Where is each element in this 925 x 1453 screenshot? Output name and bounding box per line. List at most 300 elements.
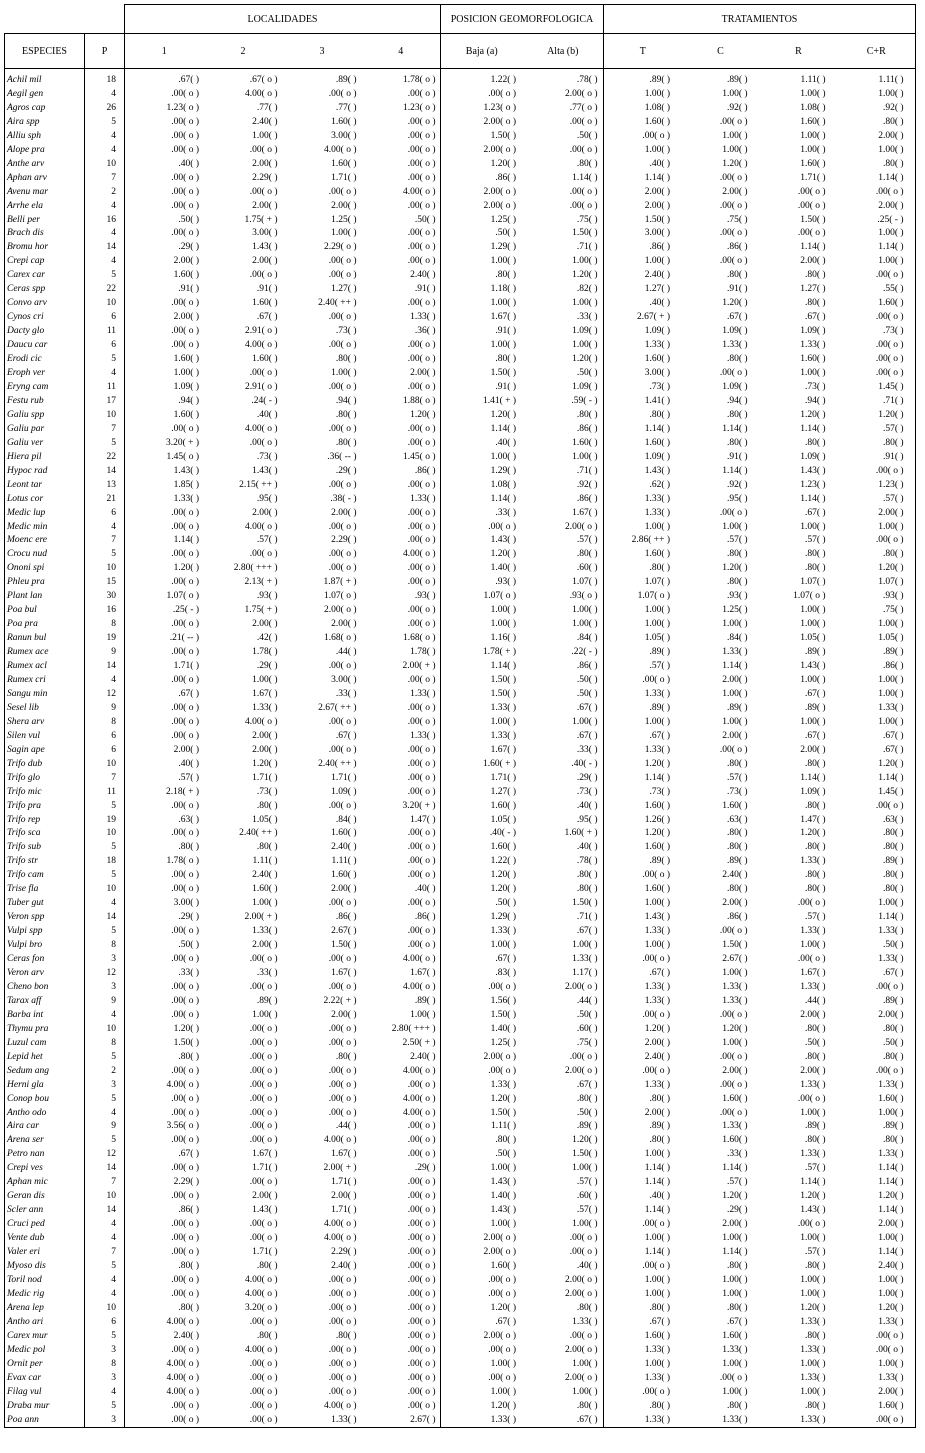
cell-text: 1.00( ) bbox=[490, 1219, 516, 1230]
cell-text: 1.20( ) bbox=[490, 884, 516, 895]
cell-text: .94( ) bbox=[804, 395, 826, 406]
table-row bbox=[5, 1176, 916, 1190]
loc-4-value bbox=[362, 507, 441, 521]
loc-1-value bbox=[125, 869, 204, 883]
baja-value bbox=[441, 1344, 523, 1358]
cell-text: 1.41( + ) bbox=[482, 395, 516, 406]
t-value bbox=[604, 451, 682, 465]
loc-2-value bbox=[204, 744, 283, 758]
cr-value bbox=[838, 144, 916, 158]
loc-1-value bbox=[125, 339, 204, 353]
cell-text: 1.09( ) bbox=[644, 451, 671, 462]
cell-text: .00( o ) bbox=[407, 1400, 436, 1411]
cell-text: .00( o ) bbox=[407, 298, 436, 309]
p-value: 5 bbox=[85, 1330, 125, 1344]
cell-text: .80( ) bbox=[335, 1051, 357, 1062]
cell-text: 2.40( ++ ) bbox=[318, 758, 357, 769]
cell-text: .00( o ) bbox=[875, 354, 904, 365]
cell-text: 2.00( o ) bbox=[483, 1330, 516, 1341]
cell-text: 1.20( ) bbox=[173, 1023, 199, 1034]
cell-text: .00( o ) bbox=[328, 1107, 357, 1118]
loc-2-value bbox=[204, 855, 283, 869]
cell-text: .73( ) bbox=[335, 326, 357, 337]
cell-text: .44( ) bbox=[335, 647, 357, 658]
cell-text: 1.33( ) bbox=[878, 702, 904, 713]
table-row bbox=[5, 186, 916, 200]
r-value bbox=[760, 437, 838, 451]
loc-4-value bbox=[362, 521, 441, 535]
loc-4-value bbox=[362, 353, 441, 367]
loc-2-value bbox=[204, 1302, 283, 1316]
loc-3-value bbox=[283, 869, 362, 883]
loc-1-value bbox=[125, 1232, 204, 1246]
p-value: 4 bbox=[85, 1009, 125, 1023]
baja-value bbox=[441, 1065, 523, 1079]
alta-value bbox=[523, 116, 604, 130]
t-value bbox=[604, 1051, 682, 1065]
cell-text: .80( ) bbox=[335, 1330, 357, 1341]
cell-text: .50( ) bbox=[414, 214, 436, 225]
cr-value bbox=[838, 116, 916, 130]
p-value: 5 bbox=[85, 841, 125, 855]
cell-text: 1.00( ) bbox=[572, 605, 598, 616]
loc-3-value bbox=[283, 102, 362, 116]
cell-text: .80( ) bbox=[649, 1400, 671, 1411]
c-value bbox=[682, 590, 760, 604]
loc-1-value bbox=[125, 172, 204, 186]
loc-1-value bbox=[125, 507, 204, 521]
r-value bbox=[760, 925, 838, 939]
cell-text: .00( o ) bbox=[328, 954, 357, 965]
cell-text: 1.20( ) bbox=[878, 563, 904, 574]
r-value bbox=[760, 953, 838, 967]
cell-text: 2.00( o ) bbox=[565, 1288, 598, 1299]
loc-1-value bbox=[125, 227, 204, 241]
cell-text: .00( o ) bbox=[407, 1316, 436, 1327]
cr-value bbox=[838, 395, 916, 409]
cell-text: 1.14( ) bbox=[490, 661, 516, 672]
cell-text: .92( ) bbox=[726, 102, 748, 113]
species-name: Cynos cri bbox=[5, 311, 85, 325]
cell-text: .80( ) bbox=[178, 1261, 199, 1272]
p-value: 11 bbox=[85, 786, 125, 800]
t-value bbox=[604, 1386, 682, 1400]
species-name: Vulpi bro bbox=[5, 939, 85, 953]
cell-text: 1.20( ) bbox=[800, 1191, 826, 1202]
c-value bbox=[682, 1093, 760, 1107]
loc-1-value bbox=[125, 325, 204, 339]
cell-text: 1.33( ) bbox=[644, 507, 671, 518]
cr-value bbox=[838, 102, 916, 116]
table-row bbox=[5, 1079, 916, 1093]
cell-text: 2.00( ) bbox=[644, 1037, 671, 1048]
cell-text: .80( ) bbox=[335, 437, 357, 448]
baja-value bbox=[441, 869, 523, 883]
table-row bbox=[5, 590, 916, 604]
cr-value bbox=[838, 800, 916, 814]
p-value: 10 bbox=[85, 883, 125, 897]
r-value bbox=[760, 1400, 838, 1414]
loc-3-value bbox=[283, 1051, 362, 1065]
loc-3-value bbox=[283, 618, 362, 632]
loc-4-value bbox=[362, 1372, 441, 1386]
cell-text: 1.00( ) bbox=[490, 451, 516, 462]
species-name: Ornit per bbox=[5, 1358, 85, 1372]
species-name: Ononi spi bbox=[5, 562, 85, 576]
cell-text: .00( o ) bbox=[171, 1288, 199, 1299]
c-value bbox=[682, 674, 760, 688]
cell-text: .83( ) bbox=[495, 968, 516, 978]
cell-text: .00( o ) bbox=[642, 1009, 671, 1020]
r-value bbox=[760, 269, 838, 283]
baja-value bbox=[441, 339, 523, 353]
p-value: 8 bbox=[85, 1358, 125, 1372]
baja-value bbox=[441, 925, 523, 939]
c-value bbox=[682, 772, 760, 786]
loc-2-value bbox=[204, 1330, 283, 1344]
cell-text: 1.33( ) bbox=[572, 1316, 598, 1327]
baja-value bbox=[441, 88, 523, 102]
table-row bbox=[5, 800, 916, 814]
cell-text: .00( o ) bbox=[171, 954, 199, 965]
cell-text: .00( o ) bbox=[407, 158, 436, 169]
alta-value bbox=[523, 855, 604, 869]
loc-4-value bbox=[362, 869, 441, 883]
cell-text: .00( o ) bbox=[407, 702, 436, 713]
t-value bbox=[604, 1274, 682, 1288]
cell-text: .80( ) bbox=[256, 1330, 278, 1341]
cell-text: 1.60( ) bbox=[490, 1261, 516, 1272]
cell-text: .80( ) bbox=[576, 1400, 598, 1411]
loc-3-value bbox=[283, 1232, 362, 1246]
cell-text: .00( o ) bbox=[407, 786, 436, 797]
loc-2-value bbox=[204, 451, 283, 465]
table-row bbox=[5, 423, 916, 437]
cell-text: .00( o ) bbox=[171, 423, 199, 434]
cell-text: 1.00( ) bbox=[800, 940, 826, 951]
baja-value bbox=[441, 1037, 523, 1051]
cell-text: 2.86( ++ ) bbox=[631, 535, 671, 546]
alta-value bbox=[523, 953, 604, 967]
cr-value bbox=[838, 479, 916, 493]
cell-text: 1.33( ) bbox=[722, 340, 748, 351]
cell-text: 1.43( ) bbox=[644, 912, 671, 923]
loc-2-value bbox=[204, 172, 283, 186]
cell-text: 1.20( ) bbox=[722, 1191, 748, 1202]
cell-text: 1.78( + ) bbox=[482, 647, 516, 658]
cr-value bbox=[838, 1260, 916, 1274]
c-value bbox=[682, 911, 760, 925]
p-value: 5 bbox=[85, 116, 125, 130]
cr-value bbox=[838, 1218, 916, 1232]
loc-2-value bbox=[204, 883, 283, 897]
cell-text: 2.00( ) bbox=[878, 130, 904, 141]
loc-3-value bbox=[283, 367, 362, 381]
cell-text: 1.60( ) bbox=[173, 409, 199, 420]
cell-text: 1.67( ) bbox=[331, 968, 357, 978]
loc-1-value bbox=[125, 897, 204, 911]
loc-3-value bbox=[283, 116, 362, 130]
baja-value bbox=[441, 576, 523, 590]
cell-text: .00( o ) bbox=[875, 1414, 904, 1425]
cell-text: .80( ) bbox=[649, 409, 671, 420]
baja-value bbox=[441, 283, 523, 297]
p-value: 4 bbox=[85, 255, 125, 269]
loc-2-value bbox=[204, 758, 283, 772]
loc-1-value bbox=[125, 1079, 204, 1093]
table-row bbox=[5, 1107, 916, 1121]
t-value bbox=[604, 325, 682, 339]
species-name: Eryng cam bbox=[5, 381, 85, 395]
species-name: Antho odo bbox=[5, 1107, 85, 1121]
baja-value bbox=[441, 1218, 523, 1232]
cell-text: 1.43( ) bbox=[800, 465, 826, 476]
cell-text: .91( ) bbox=[414, 284, 436, 295]
cell-text: 1.60( ) bbox=[572, 437, 598, 448]
cell-text: 1.00( ) bbox=[490, 605, 516, 616]
table-row bbox=[5, 437, 916, 451]
table-row bbox=[5, 534, 916, 548]
species-name: Moenc ere bbox=[5, 534, 85, 548]
t-value bbox=[604, 800, 682, 814]
cell-text: .00( o ) bbox=[407, 828, 436, 839]
cell-text: 1.00( ) bbox=[572, 1163, 598, 1174]
cell-text: .89( ) bbox=[649, 1121, 671, 1132]
r-value bbox=[760, 618, 838, 632]
cell-text: .57( ) bbox=[726, 1177, 748, 1188]
c-value bbox=[682, 423, 760, 437]
loc-4-value bbox=[362, 241, 441, 255]
loc-2-value bbox=[204, 297, 283, 311]
p-value: 19 bbox=[85, 632, 125, 646]
cell-text: 1.14( ) bbox=[878, 912, 904, 923]
r-value bbox=[760, 227, 838, 241]
table-row bbox=[5, 632, 916, 646]
cell-text: 2.00( o ) bbox=[483, 116, 516, 127]
cell-text: .00( o ) bbox=[249, 144, 278, 155]
loc-1-value bbox=[125, 883, 204, 897]
t-value bbox=[604, 465, 682, 479]
species-name: Hypoc rad bbox=[5, 465, 85, 479]
alta-value bbox=[523, 381, 604, 395]
species-name: Trifo sca bbox=[5, 827, 85, 841]
r-value bbox=[760, 1120, 838, 1134]
cell-text: .33( ) bbox=[726, 1149, 748, 1160]
t-value bbox=[604, 255, 682, 269]
loc-3-value bbox=[283, 800, 362, 814]
loc-2-value bbox=[204, 493, 283, 507]
table-row bbox=[5, 311, 916, 325]
table-row bbox=[5, 1400, 916, 1414]
cell-text: .57( ) bbox=[178, 772, 199, 783]
table-row bbox=[5, 730, 916, 744]
cell-text: 1.43( ) bbox=[644, 465, 671, 476]
cell-text: .00( o ) bbox=[407, 842, 436, 853]
t-value bbox=[604, 1344, 682, 1358]
species-name: Lotus cor bbox=[5, 493, 85, 507]
cell-text: .00( o ) bbox=[407, 1205, 436, 1216]
t-value bbox=[604, 116, 682, 130]
t-value bbox=[604, 855, 682, 869]
cell-text: .80( ) bbox=[726, 437, 748, 448]
species-name: Carex car bbox=[5, 269, 85, 283]
cell-text: .80( ) bbox=[495, 354, 516, 365]
cell-text: 1.00( ) bbox=[800, 521, 826, 532]
cell-text: .00( o ) bbox=[249, 549, 278, 560]
loc-2-value bbox=[204, 939, 283, 953]
loc-4-value bbox=[362, 953, 441, 967]
species-name: Arrhe ela bbox=[5, 200, 85, 214]
cell-text: 2.91( o ) bbox=[245, 381, 278, 392]
r-value bbox=[760, 744, 838, 758]
cell-text: 1.43( ) bbox=[800, 661, 826, 672]
loc-2-value bbox=[204, 1176, 283, 1190]
loc-2-value bbox=[204, 716, 283, 730]
cell-text: 1.20( ) bbox=[878, 1191, 904, 1202]
cell-text: 1.09( ) bbox=[722, 381, 748, 392]
baja-value bbox=[441, 744, 523, 758]
t-value bbox=[604, 841, 682, 855]
baja-value bbox=[441, 1316, 523, 1330]
cell-text: 2.00( ) bbox=[331, 507, 357, 518]
cr-value bbox=[838, 939, 916, 953]
p-value: 17 bbox=[85, 395, 125, 409]
cell-text: 1.07( o ) bbox=[637, 591, 671, 602]
table-row bbox=[5, 116, 916, 130]
p-value: 19 bbox=[85, 814, 125, 828]
cell-text: 1.75( + ) bbox=[244, 214, 278, 225]
cell-text: 1.00( ) bbox=[800, 1386, 826, 1397]
cell-text: 1.00( ) bbox=[878, 256, 904, 267]
loc-2-value bbox=[204, 981, 283, 995]
cell-text: 2.00( ) bbox=[878, 507, 904, 518]
loc-3-value bbox=[283, 409, 362, 423]
loc-2-value bbox=[204, 925, 283, 939]
loc-4-value bbox=[362, 1037, 441, 1051]
cell-text: 1.78( ) bbox=[252, 647, 278, 658]
cell-text: 1.20( ) bbox=[878, 758, 904, 769]
cell-text: .40( ) bbox=[649, 1191, 671, 1202]
r-value bbox=[760, 353, 838, 367]
cell-text: 1.71( ) bbox=[331, 1177, 357, 1188]
cell-text: .00( o ) bbox=[171, 88, 199, 99]
cell-text: 1.33( ) bbox=[800, 856, 826, 867]
cell-text: .57( ) bbox=[576, 535, 598, 546]
t-value bbox=[604, 311, 682, 325]
t-value bbox=[604, 227, 682, 241]
p-value: 7 bbox=[85, 1246, 125, 1260]
cell-text: .80( ) bbox=[804, 884, 826, 895]
alta-value bbox=[523, 1009, 604, 1023]
cell-text: .89( ) bbox=[256, 995, 278, 1006]
loc-2-value bbox=[204, 548, 283, 562]
cell-text: .00( o ) bbox=[407, 940, 436, 951]
cell-text: 2.00( ) bbox=[644, 1107, 671, 1118]
baja-value bbox=[441, 1302, 523, 1316]
loc-2-value bbox=[204, 325, 283, 339]
baja-value bbox=[441, 1204, 523, 1218]
cell-text: .00( o ) bbox=[407, 898, 436, 909]
loc-1-value bbox=[125, 395, 204, 409]
cell-text: 1.33( ) bbox=[878, 1316, 904, 1327]
baja-value bbox=[441, 1190, 523, 1204]
baja-value bbox=[441, 1023, 523, 1037]
loc-2-value bbox=[204, 576, 283, 590]
r-value bbox=[760, 869, 838, 883]
alta-value bbox=[523, 548, 604, 562]
cell-text: .92( ) bbox=[726, 479, 748, 490]
loc-3-value bbox=[283, 576, 362, 590]
t-value bbox=[604, 883, 682, 897]
alta-value bbox=[523, 897, 604, 911]
loc-3-value bbox=[283, 144, 362, 158]
c-value bbox=[682, 507, 760, 521]
c-value bbox=[682, 1232, 760, 1246]
r-value bbox=[760, 716, 838, 730]
r-value bbox=[760, 339, 838, 353]
cell-text: .50( ) bbox=[495, 1149, 516, 1160]
p-value: 14 bbox=[85, 241, 125, 255]
table-row bbox=[5, 325, 916, 339]
baja-value bbox=[441, 841, 523, 855]
cell-text: 1.00( ) bbox=[722, 688, 748, 699]
alta-value bbox=[523, 800, 604, 814]
loc-1-value bbox=[125, 353, 204, 367]
cell-text: .84( ) bbox=[726, 633, 748, 644]
loc-3-value bbox=[283, 632, 362, 646]
cell-text: 1.00( ) bbox=[878, 716, 904, 727]
r-value bbox=[760, 493, 838, 507]
r-value bbox=[760, 562, 838, 576]
cell-text: .00( o ) bbox=[642, 954, 671, 965]
cell-text: 2.00( ) bbox=[800, 1009, 826, 1020]
cell-text: .91( ) bbox=[495, 381, 516, 392]
loc-1-value bbox=[125, 786, 204, 800]
cell-text: 1.33( ) bbox=[490, 1079, 516, 1090]
p-value: 14 bbox=[85, 911, 125, 925]
cell-text: 1.00( ) bbox=[644, 88, 671, 99]
loc-3-value bbox=[283, 493, 362, 507]
cr-value bbox=[838, 981, 916, 995]
cell-text: 1.33( ) bbox=[410, 493, 436, 504]
r-value bbox=[760, 423, 838, 437]
t-value bbox=[604, 269, 682, 283]
cell-text: .00( o ) bbox=[642, 870, 671, 881]
baja-value bbox=[441, 688, 523, 702]
cell-text: .00( o ) bbox=[249, 1386, 278, 1397]
cell-text: 1.60( ) bbox=[878, 1400, 904, 1411]
cell-text: 1.08( ) bbox=[490, 479, 516, 490]
r-value bbox=[760, 241, 838, 255]
t-value bbox=[604, 158, 682, 172]
t-value bbox=[604, 786, 682, 800]
baja-value bbox=[441, 507, 523, 521]
cell-text: 1.45( ) bbox=[878, 786, 904, 797]
c-value bbox=[682, 353, 760, 367]
loc-2-value bbox=[204, 186, 283, 200]
cell-text: 2.00( ) bbox=[252, 744, 278, 755]
t-value bbox=[604, 688, 682, 702]
alta-value bbox=[523, 1414, 604, 1428]
alta-value bbox=[523, 409, 604, 423]
cell-text: 2.00( ) bbox=[252, 940, 278, 951]
cell-text: 1.33( ) bbox=[410, 730, 436, 741]
cell-text: 1.71( ) bbox=[331, 172, 357, 183]
loc-1-value bbox=[125, 702, 204, 716]
loc-2-value bbox=[204, 772, 283, 786]
alta-value bbox=[523, 1288, 604, 1302]
cell-text: 1.33( ) bbox=[722, 981, 748, 992]
